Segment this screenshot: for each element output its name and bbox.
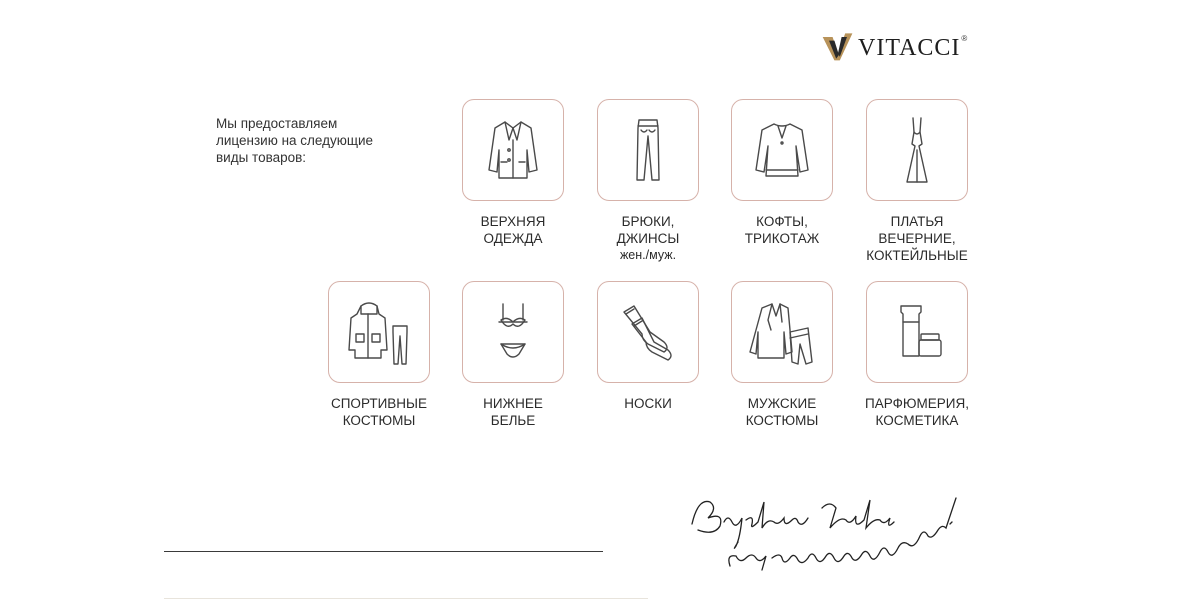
category-label — [573, 395, 723, 412]
cosmetics-icon — [877, 292, 957, 372]
category-label — [304, 395, 454, 429]
category-label — [573, 213, 723, 264]
label-line: БЕЛЬЕ — [490, 413, 536, 428]
brand-logo — [820, 26, 966, 66]
label-line: КОФТЫ, — [756, 214, 808, 229]
category-outerwear — [461, 99, 565, 247]
label-line: МУЖСКИЕ — [747, 396, 817, 411]
category-dresses — [865, 99, 969, 264]
label-line: СПОРТИВНЫЕ — [330, 396, 427, 411]
category-lingerie — [461, 281, 565, 429]
category-sport — [327, 281, 431, 429]
dress-icon — [877, 110, 957, 190]
socks-icon — [608, 292, 688, 372]
label-line: ПЛАТЬЯ — [890, 214, 944, 229]
category-icon-frame — [328, 281, 430, 383]
intro-line: виды товаров: — [216, 150, 307, 165]
category-icon-frame — [866, 99, 968, 201]
label-line: ВЕРХНЯЯ — [480, 214, 546, 229]
category-icon-frame — [731, 281, 833, 383]
category-label — [842, 213, 992, 264]
category-icon-frame — [597, 99, 699, 201]
sport-suit-icon — [339, 292, 419, 372]
intro-line: Мы предоставляем — [216, 116, 338, 131]
category-label — [707, 395, 857, 429]
brand-name: VITACCI — [858, 34, 961, 61]
label-line: КОКТЕЙЛЬНЫЕ — [866, 248, 968, 263]
signature-line — [164, 551, 603, 552]
label-line: ОДЕЖДА — [483, 231, 543, 246]
category-icon-frame — [462, 281, 564, 383]
label-subline: жен./муж. — [619, 248, 677, 262]
label-line: ТРИКОТАЖ — [744, 231, 820, 246]
label-line: НОСКИ — [624, 396, 672, 411]
intro-line: лицензию на следующие — [216, 133, 374, 148]
label-line: ДЖИНСЫ — [616, 231, 680, 246]
category-label — [842, 395, 992, 429]
label-line: ВЕЧЕРНИЕ, — [878, 231, 956, 246]
divider — [164, 598, 648, 599]
category-icon-frame — [462, 99, 564, 201]
category-cosmetics — [865, 281, 969, 429]
category-icon-frame — [597, 281, 699, 383]
category-trousers — [596, 99, 700, 264]
category-label — [707, 213, 857, 247]
coat-icon — [473, 110, 553, 190]
category-knitwear — [730, 99, 834, 247]
category-mens-suits — [730, 281, 834, 429]
label-line: КОСТЮМЫ — [342, 413, 416, 428]
label-line: КОСТЮМЫ — [745, 413, 819, 428]
category-label — [438, 213, 588, 247]
label-line: БРЮКИ, — [621, 214, 675, 229]
vitacci-mark-icon — [820, 28, 856, 64]
category-label — [438, 395, 588, 429]
label-line: КОСМЕТИКА — [875, 413, 959, 428]
registered-mark: ® — [961, 33, 968, 43]
intro-text — [216, 115, 416, 166]
category-icon-frame — [731, 99, 833, 201]
lingerie-icon — [473, 292, 553, 372]
handwritten-signoff — [680, 478, 980, 578]
category-socks — [596, 281, 700, 412]
jeans-icon — [608, 110, 688, 190]
category-icon-frame — [866, 281, 968, 383]
mens-suit-icon — [742, 292, 822, 372]
label-line: НИЖНЕЕ — [483, 396, 543, 411]
blouse-icon — [742, 110, 822, 190]
label-line: ПАРФЮМЕРИЯ, — [865, 396, 969, 411]
